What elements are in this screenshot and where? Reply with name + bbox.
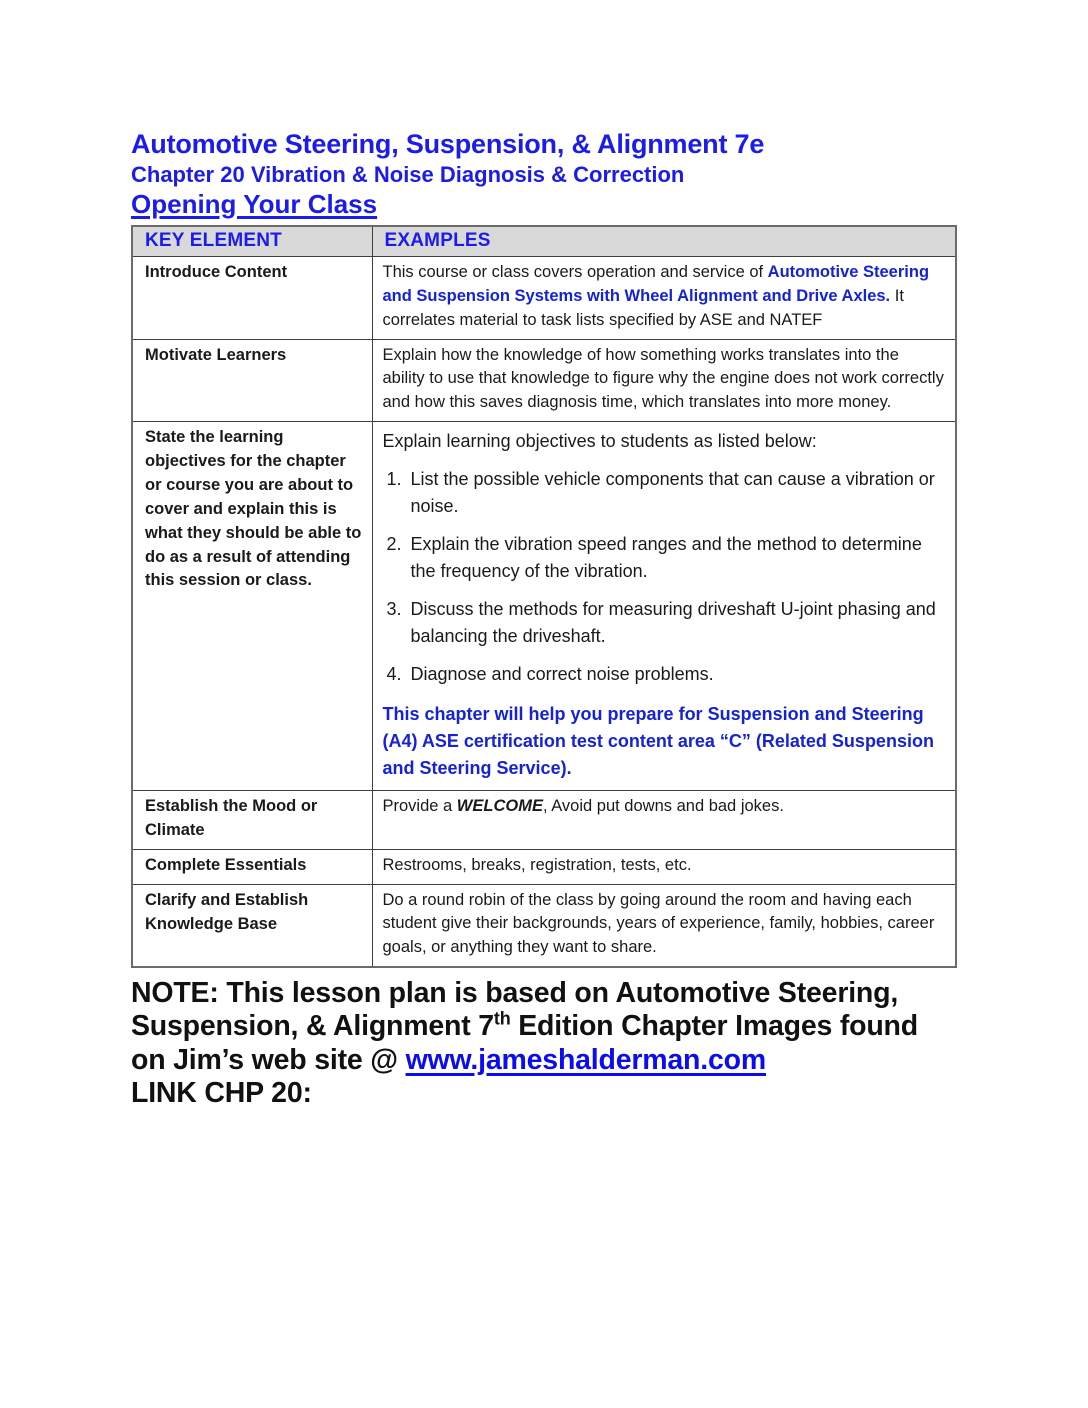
example-highlight: Automotive Steering and Suspension Systems with Wheel Alignment and Drive Axles.	[382, 263, 930, 306]
example-text: It correlates material to task lists specified by ASE and NATEF	[382, 287, 904, 329]
column-header-key-element: KEY ELEMENT	[132, 226, 372, 257]
example-cell	[372, 257, 956, 339]
key-cell: Motivate Learners	[132, 339, 372, 421]
example-cell: Restrooms, breaks, registration, tests, etc.	[372, 849, 956, 884]
note-section	[131, 977, 958, 1110]
note-text: Edition Chapter Images found	[510, 1010, 918, 1043]
objective-item	[383, 596, 946, 650]
objective-item	[383, 661, 946, 688]
objective-item	[383, 466, 946, 520]
table-row-complete-essentials	[132, 849, 956, 884]
key-cell: Introduce Content	[132, 257, 372, 339]
key-cell: Establish the Mood or Climate	[132, 790, 372, 849]
example-text: Provide a	[382, 796, 457, 815]
note-line-1: NOTE: This lesson plan is based on Automotive Steering,	[131, 976, 899, 1009]
objective-text: Diagnose and correct noise problems.	[410, 663, 714, 684]
page-subtitle: Chapter 20 Vibration & Noise Diagnosis & Correction	[131, 161, 685, 187]
table-row-clarify-knowledge	[132, 884, 956, 967]
table-row-introduce-content	[132, 257, 956, 339]
objectives-intro: Explain learning objectives to students as listed below:	[382, 430, 817, 451]
website-link[interactable]: www.jameshalderman.com	[405, 1043, 766, 1076]
example-cell	[372, 421, 956, 790]
lesson-plan-table	[131, 225, 957, 968]
note-text: on Jim’s web site @	[131, 1043, 406, 1076]
link-chp-label: LINK CHP 20:	[131, 1076, 312, 1109]
page-title: Automotive Steering, Suspension, & Alignment 7e	[131, 129, 765, 159]
objective-text: Explain the vibration speed ranges and the method to determine the frequency of the vibration.	[410, 533, 922, 581]
column-header-examples: EXAMPLES	[372, 226, 956, 257]
note-text: Suspension, & Alignment 7	[131, 1010, 494, 1043]
example-cell	[372, 790, 956, 849]
objective-number: 4.	[386, 663, 402, 684]
example-cell: Explain how the knowledge of how something works translates into the ability to use that knowledge to figure why the engine does not work correctly and how this saves diagnosis time, which translates into more money.	[372, 339, 956, 421]
note-line-2	[131, 1010, 958, 1043]
table-row-motivate-learners	[132, 339, 956, 421]
key-cell: Complete Essentials	[132, 849, 372, 884]
objective-number: 1.	[386, 468, 402, 489]
section-heading: Opening Your Class	[131, 188, 378, 219]
table-row-establish-mood	[132, 790, 956, 849]
table-row-learning-objectives	[132, 421, 956, 790]
objective-text: List the possible vehicle components that can cause a vibration or noise.	[410, 468, 935, 516]
example-text: , Avoid put downs and bad jokes.	[542, 796, 784, 815]
objective-item	[383, 531, 946, 585]
welcome-emphasis: WELCOME	[456, 796, 543, 815]
objective-text: Discuss the methods for measuring driveshaft U-joint phasing and balancing the driveshaft.	[410, 598, 936, 646]
ordinal-superscript: th	[493, 1008, 511, 1029]
example-text: This course or class covers operation and service of	[382, 263, 768, 282]
key-cell: Clarify and Establish Knowledge Base	[132, 884, 372, 967]
note-line-3	[131, 1044, 958, 1077]
example-cell: Do a round robin of the class by going around the room and having each student give their backgrounds, years of experience, family, hobbies, career goals, or anything they want to share.	[372, 884, 956, 967]
objective-number: 3.	[386, 598, 402, 619]
ase-certification-note: This chapter will help you prepare for Suspension and Steering (A4) ASE certification test content area “C” (Related Suspension and Steering Service).	[382, 703, 934, 778]
key-cell: State the learning objectives for the chapter or course you are about to cover and explain this is what they should be able to do as a result of attending this session or class.	[132, 421, 372, 790]
table-header-row	[132, 226, 956, 257]
objective-number: 2.	[386, 533, 402, 554]
